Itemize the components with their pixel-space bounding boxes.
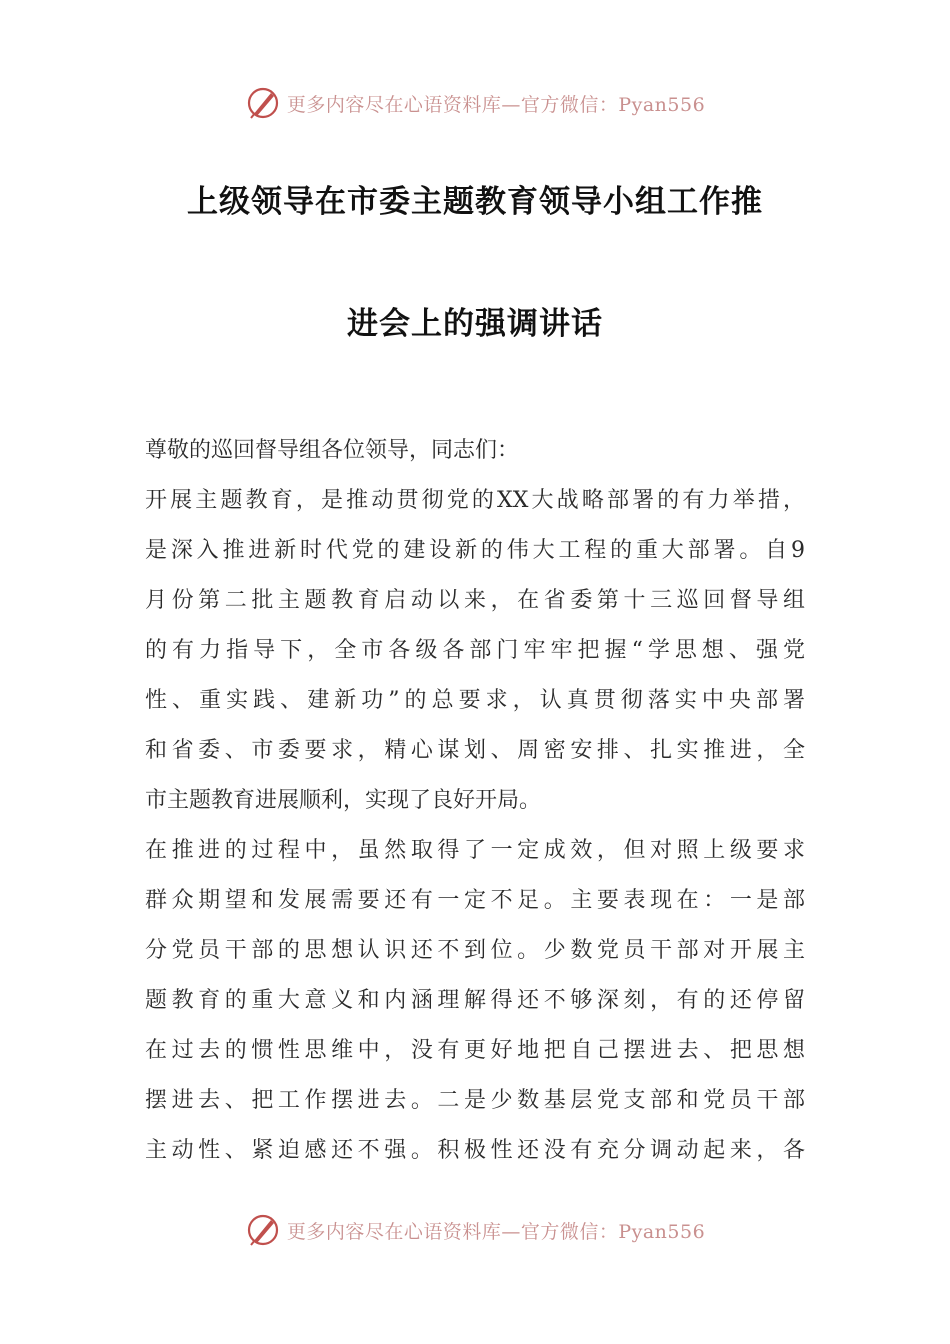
body-line: 尊敬的巡回督导组各位领导，同志们： xyxy=(145,438,520,463)
body-line: 在过去的惯性思维中，没有更好地把自己摆进去、把思想 xyxy=(145,1038,805,1063)
quill-pen-icon xyxy=(245,1212,281,1248)
body-line: 的有力指导下，全市各级各部门牢牢把握“学思想、强党 xyxy=(145,638,805,663)
body-line: 在推进的过程中，虽然取得了一定成效，但对照上级要求 xyxy=(145,838,805,863)
body-line: 分党员干部的思想认识还不到位。少数党员干部对开展主 xyxy=(145,938,805,963)
body-line: 群众期望和发展需要还有一定不足。主要表现在：一是部 xyxy=(145,888,805,913)
body-line: 主动性、紧迫感还不强。积极性还没有充分调动起来，各 xyxy=(145,1138,805,1163)
document-body xyxy=(145,426,805,1176)
body-line: 市主题教育进展顺利，实现了良好开局。 xyxy=(145,788,542,813)
header-watermark-banner xyxy=(0,83,950,123)
body-line: 性、重实践、建新功”的总要求，认真贯彻落实中央部署 xyxy=(145,688,805,713)
document-title-line-2: 进会上的强调讲话 xyxy=(347,306,603,342)
body-line: 月份第二批主题教育启动以来，在省委第十三巡回督导组 xyxy=(145,588,805,613)
body-line: 是深入推进新时代党的建设新的伟大工程的重大部署。自9 xyxy=(145,538,805,563)
body-line: 摆进去、把工作摆进去。二是少数基层党支部和党员干部 xyxy=(145,1088,805,1113)
watermark-text: 更多内容尽在心语资料库—官方微信：Pyan556 xyxy=(286,1220,706,1243)
body-line: 开展主题教育，是推动贯彻党的XX大战略部署的有力举措， xyxy=(145,488,805,513)
watermark-text: 更多内容尽在心语资料库—官方微信：Pyan556 xyxy=(286,93,706,116)
quill-pen-icon xyxy=(245,85,281,121)
body-line: 题教育的重大意义和内涵理解得还不够深刻，有的还停留 xyxy=(145,988,805,1013)
footer-watermark-banner xyxy=(0,1210,950,1250)
body-line: 和省委、市委要求，精心谋划、周密安排、扎实推进，全 xyxy=(145,738,805,763)
document-title-line-1: 上级领导在市委主题教育领导小组工作推 xyxy=(187,184,763,220)
